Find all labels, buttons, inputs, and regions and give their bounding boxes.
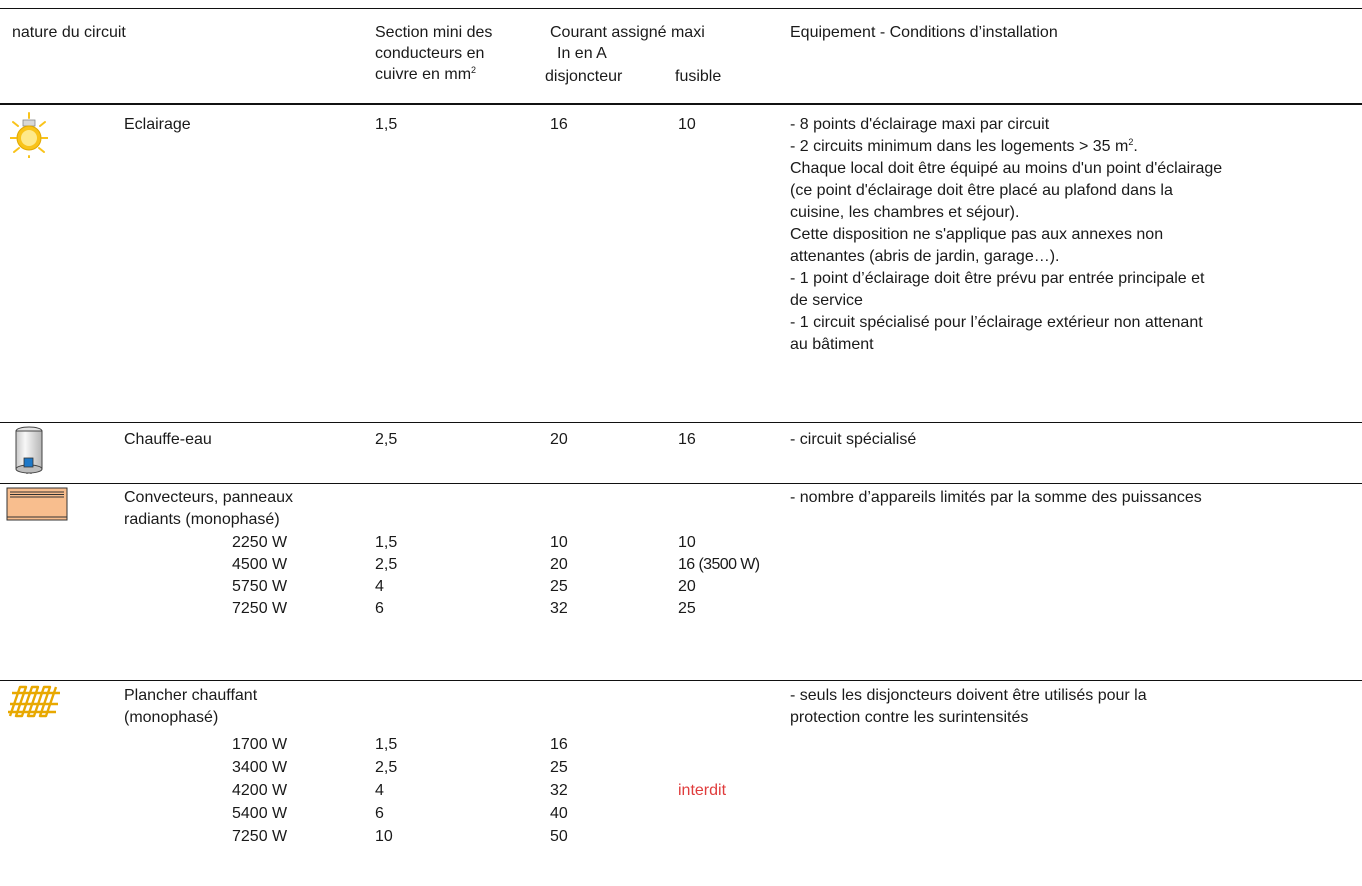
plancher-condition-1: - seuls les disjoncteurs doivent être utilisés pour la	[790, 687, 1147, 704]
eclairage-condition-6: Cette disposition ne s'applique pas aux annexes non	[790, 226, 1164, 243]
convecteurs-sub-section: 1,5	[375, 534, 398, 551]
convecteurs-sub-section: 4	[375, 578, 384, 595]
header-nature: nature du circuit	[12, 24, 126, 41]
plancher-sub-section: 1,5	[375, 736, 398, 753]
row-eclairage-section: 1,5	[375, 116, 398, 133]
plancher-sub-section: 2,5	[375, 759, 398, 776]
convecteurs-sub-fusible: 16 (3500 W)	[678, 556, 760, 573]
convecteurs-sub-section: 2,5	[375, 556, 398, 573]
header-courant-line1: Courant assigné maxi	[550, 24, 705, 41]
eclairage-condition-7: attenantes (abris de jardin, garage…).	[790, 248, 1060, 265]
plancher-sub-power: 3400 W	[232, 759, 288, 776]
plancher-sub-power: 4200 W	[232, 782, 288, 799]
convecteurs-sub-fusible: 10	[678, 534, 696, 551]
convecteurs-sub-power: 5750 W	[232, 578, 288, 595]
row-chauffe-eau-disjoncteur: 20	[550, 431, 568, 448]
plancher-sub-section: 10	[375, 828, 393, 845]
header-equipement: Equipement - Conditions d’installation	[790, 24, 1058, 41]
convecteurs-condition: - nombre d’appareils limités par la somme des puissances	[790, 489, 1202, 506]
convecteurs-sub-fusible: 20	[678, 578, 696, 595]
eclairage-condition-4: (ce point d'éclairage doit être placé au plafond dans la	[790, 182, 1173, 199]
plancher-sub-section: 4	[375, 782, 384, 799]
convecteurs-sub-disjoncteur: 25	[550, 578, 568, 595]
convector-heater-icon	[6, 487, 68, 521]
plancher-sub-disjoncteur: 50	[550, 828, 568, 845]
eclairage-condition-5: cuisine, les chambres et séjour).	[790, 204, 1020, 221]
row-chauffe-eau-section: 2,5	[375, 431, 398, 448]
header-fusible: fusible	[675, 68, 722, 85]
row-eclairage-label: Eclairage	[124, 116, 191, 133]
row-convecteurs-label-1: Convecteurs, panneaux	[124, 489, 293, 506]
convecteurs-sub-disjoncteur: 20	[550, 556, 568, 573]
row-plancher-label-1: Plancher chauffant	[124, 687, 258, 704]
row-eclairage-fusible: 10	[678, 116, 696, 133]
row-divider	[0, 680, 1362, 681]
eclairage-condition-8: - 1 point d’éclairage doit être prévu par entrée principale et	[790, 270, 1205, 287]
light-bulb-icon	[10, 112, 48, 158]
header-section-line2: conducteurs en	[375, 45, 485, 62]
eclairage-condition-2: - 2 circuits minimum dans les logements > 35 $m^2$.	[790, 137, 1138, 155]
top-rule	[0, 8, 1362, 9]
plancher-sub-section: 6	[375, 805, 384, 822]
row-eclairage-disjoncteur: 16	[550, 116, 568, 133]
row-divider	[0, 483, 1362, 484]
convecteurs-sub-disjoncteur: 10	[550, 534, 568, 551]
row-divider	[0, 422, 1362, 423]
header-courant-line2: In en A	[557, 45, 607, 62]
eclairage-condition-3: Chaque local doit être équipé au moins d'un point d'éclairage	[790, 160, 1223, 177]
floor-heating-icon	[6, 684, 62, 718]
plancher-sub-power: 5400 W	[232, 805, 288, 822]
plancher-sub-power: 7250 W	[232, 828, 288, 845]
plancher-fusible-interdit: interdit	[678, 782, 727, 799]
plancher-condition-2: protection contre les surintensités	[790, 709, 1029, 726]
eclairage-condition-11: au bâtiment	[790, 336, 874, 353]
header-rule	[0, 103, 1362, 105]
eclairage-condition-1: - 8 points d'éclairage maxi par circuit	[790, 116, 1050, 133]
plancher-sub-disjoncteur: 25	[550, 759, 568, 776]
row-chauffe-eau-label: Chauffe-eau	[124, 431, 212, 448]
water-heater-icon	[14, 426, 44, 474]
convecteurs-sub-disjoncteur: 32	[550, 600, 568, 617]
plancher-sub-power: 1700 W	[232, 736, 288, 753]
convecteurs-sub-power: 2250 W	[232, 534, 288, 551]
header-disjoncteur: disjoncteur	[545, 68, 623, 85]
row-convecteurs-label-2: radiants (monophasé)	[124, 511, 280, 528]
plancher-sub-disjoncteur: 40	[550, 805, 568, 822]
row-plancher-label-2: (monophasé)	[124, 709, 219, 726]
convecteurs-sub-section: 6	[375, 600, 384, 617]
eclairage-condition-10: - 1 circuit spécialisé pour l’éclairage extérieur non attenant	[790, 314, 1203, 331]
plancher-sub-disjoncteur: 32	[550, 782, 568, 799]
chauffe-eau-condition: - circuit spécialisé	[790, 431, 917, 448]
header-section-line1: Section mini des	[375, 24, 493, 41]
eclairage-condition-9: de service	[790, 292, 863, 309]
header-section-line3: cuivre en $mm^2$	[375, 65, 477, 83]
plancher-sub-disjoncteur: 16	[550, 736, 568, 753]
convecteurs-sub-power: 4500 W	[232, 556, 288, 573]
row-chauffe-eau-fusible: 16	[678, 431, 696, 448]
convecteurs-sub-power: 7250 W	[232, 600, 288, 617]
convecteurs-sub-fusible: 25	[678, 600, 696, 617]
